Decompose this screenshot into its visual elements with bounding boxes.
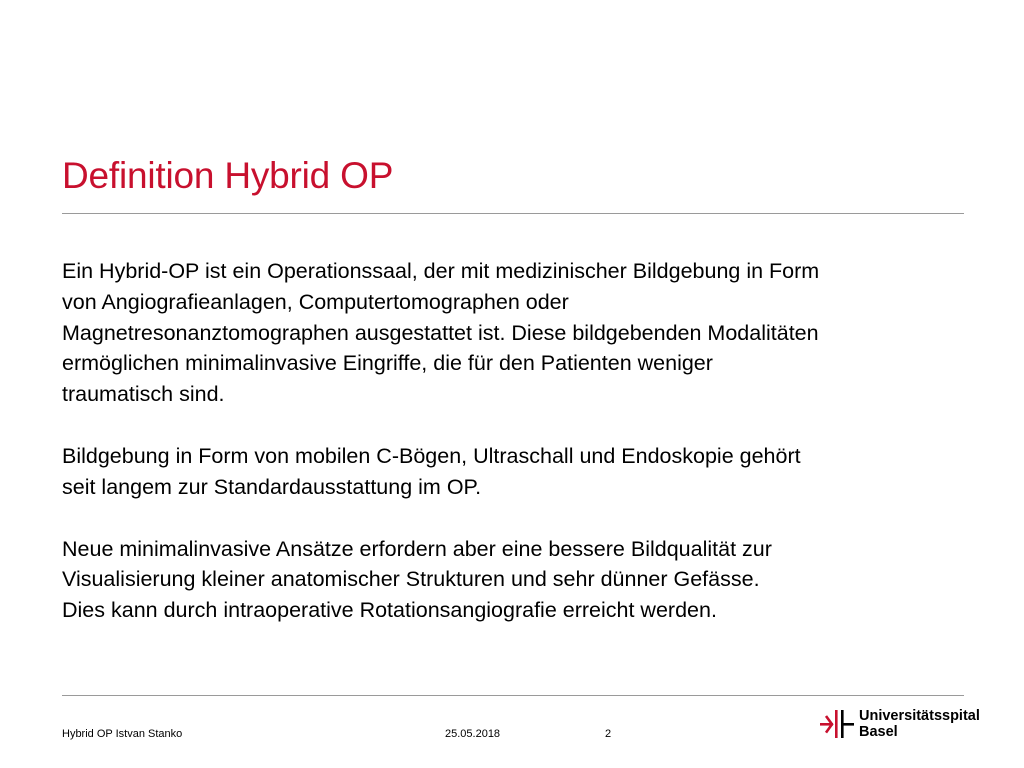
text-line: Dies kann durch intraoperative Rotationsangiografie erreicht werden. <box>62 598 717 623</box>
text-line: Ein Hybrid-OP ist ein Operationssaal, der mit medizinischer Bildgebung in Form <box>62 259 820 283</box>
title-divider <box>62 213 964 214</box>
paragraph-rotation-angiography <box>62 534 972 626</box>
text-line: von Angiografieanlagen, Computertomographen oder <box>62 289 569 314</box>
logo-name-line1: Universitätsspital <box>859 708 980 724</box>
text-line: Visualisierung kleiner anatomischer Strukturen und sehr dünner Gefässe. <box>62 567 760 592</box>
footer-date: 25.05.2018 <box>445 728 501 740</box>
paragraph-imaging <box>62 441 972 503</box>
paragraph-definition <box>62 256 972 410</box>
footer-page-number: 2 <box>605 728 612 740</box>
text-line: seit langem zur Standardausstattung im OP. <box>62 474 482 499</box>
footer-divider <box>62 695 964 696</box>
text-line: Magnetresonanztomographen ausgestattet ist. Diese bildgebenden Modalitäten <box>62 320 819 345</box>
university-hospital-logo <box>820 707 990 741</box>
slide-body <box>62 256 972 626</box>
universitaetsspital-basel-logo-icon <box>820 707 856 741</box>
footer-presentation-label: Hybrid OP Istvan Stanko <box>62 728 183 740</box>
text-line: traumatisch sind. <box>62 382 225 407</box>
logo-wordmark <box>859 708 980 740</box>
slide-title: Definition Hybrid OP <box>62 155 394 196</box>
logo-name-line2: Basel <box>859 724 898 740</box>
text-line: ermöglichen minimalinvasive Eingriffe, die für den Patienten weniger <box>62 351 713 376</box>
text-line: Neue minimalinvasive Ansätze erfordern aber eine bessere Bildqualität zur <box>62 536 772 561</box>
text-line: Bildgebung in Form von mobilen C-Bögen, Ultraschall und Endoskopie gehört <box>62 443 801 468</box>
